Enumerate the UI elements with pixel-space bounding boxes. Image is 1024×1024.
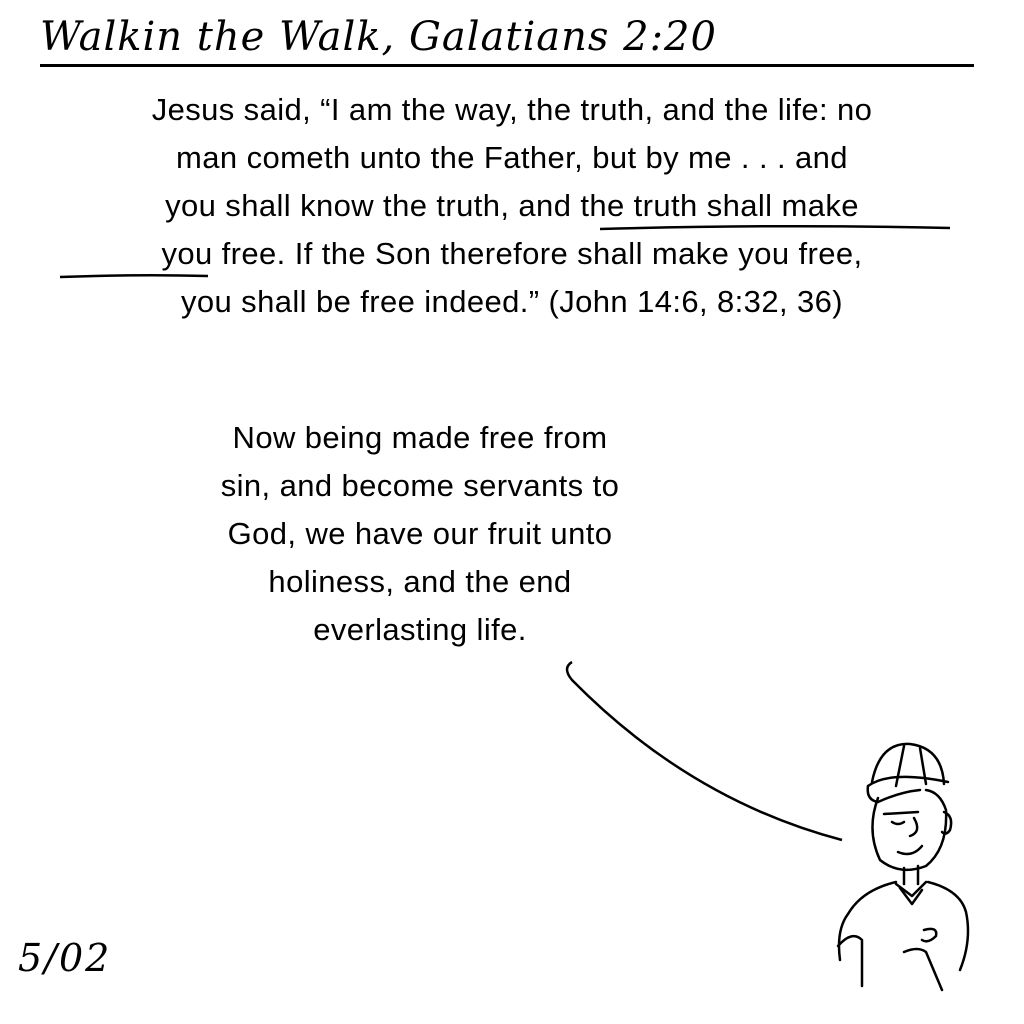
date-signature: 5/02: [18, 936, 112, 980]
speech-line: Now being made free from: [232, 420, 608, 455]
quote-line: you shall be free indeed.” (John 14:6, 8:32, 36): [180, 284, 843, 319]
comic-title: Walkin the Walk, Galatians 2:20: [40, 14, 717, 60]
quote-underline-2: [60, 275, 208, 277]
body-icon: [839, 882, 896, 960]
quote-underline-1: [600, 226, 950, 229]
quote-line: Jesus said, “I am the way, the truth, and the life: no: [151, 92, 873, 127]
quote-line: you free. If the Son therefore shall make you free,: [161, 236, 863, 271]
speech-pointer-line: [567, 662, 842, 840]
head-icon: [872, 790, 946, 870]
speech-line: God, we have our fruit unto: [227, 516, 613, 551]
speech-line: everlasting life.: [313, 612, 527, 647]
cartoon-man-figure: [838, 744, 968, 990]
speech-line: sin, and become servants to: [220, 468, 620, 503]
speech-line: holiness, and the end: [268, 564, 572, 599]
quote-line: you shall know the truth, and the truth shall make: [165, 188, 859, 223]
quote-line: man cometh unto the Father, but by me . . . and: [176, 140, 848, 175]
